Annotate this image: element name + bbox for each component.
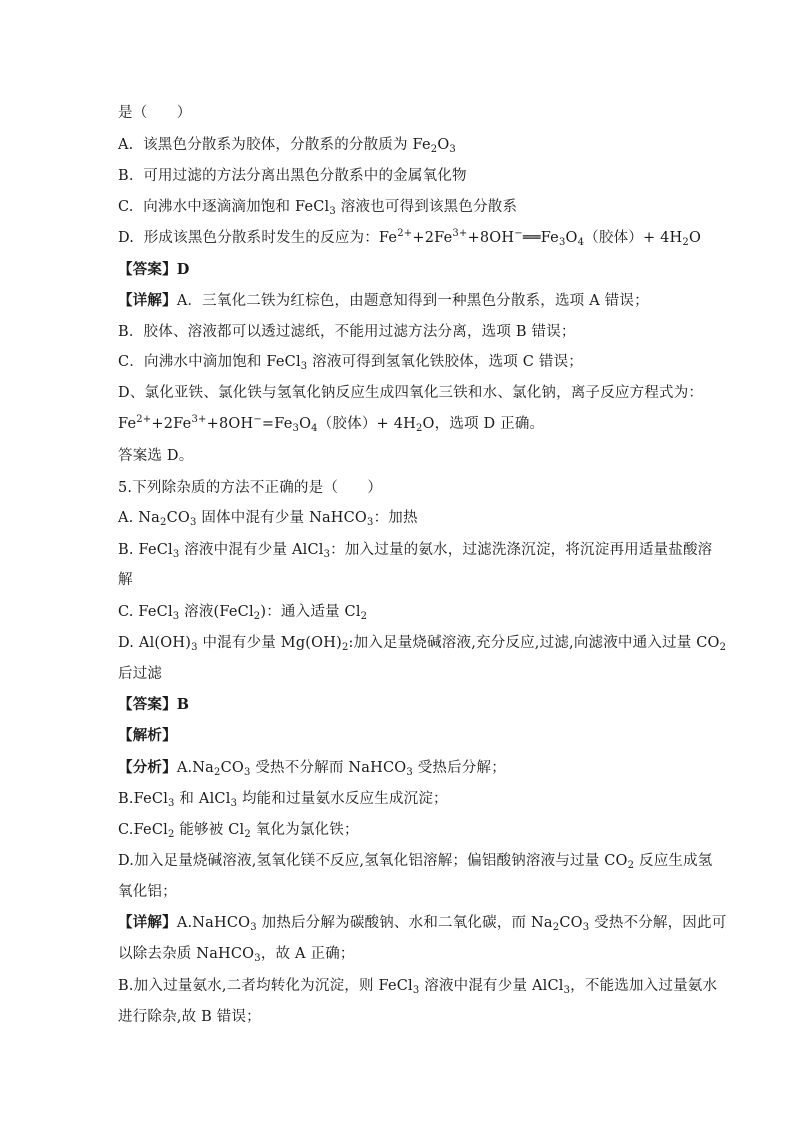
text-line: 是（ ）	[118, 105, 192, 121]
text-line: D. $Al(OH)_3$ 中混有少量 $Mg(OH)_2$:加入足量烧碱溶液,充分反应,过滤,向滤液中通入过量 $CO_2$	[118, 635, 727, 653]
text-line: C. 向沸水中逐滴滴加饱和 FeCl$_3$ 溶液也可得到该黑色分散系	[118, 199, 518, 217]
text-line: 氧化铝；	[118, 884, 177, 900]
text-line: 【答案】D	[118, 261, 190, 278]
text-line: C.FeCl$_2$ 能够被 $Cl_2$ 氧化为氯化铁；	[118, 822, 359, 840]
text-line: B. 可用过滤的方法分离出黑色分散系中的金属氧化物	[118, 168, 467, 184]
text-line: 以除去杂质 NaHCO$_3$，故 A 正确；	[118, 946, 355, 964]
text-line: 答案选 D。	[118, 448, 194, 464]
text-line: A. 该黑色分散系为胶体，分散系的分散质为 $Fe_2O_3$	[118, 137, 456, 155]
text-line: B.FeCl$_3$ 和 AlCl$_3$ 均能和过量氨水反应生成沉淀；	[118, 791, 448, 809]
text-line: B. FeCl$_3$ 溶液中混有少量 AlCl$_3$：加入过量的氨水，过滤洗涤沉淀，将沉淀再用适量盐酸溶	[118, 542, 713, 560]
text-line: 进行除杂,故 B 错误；	[118, 1009, 261, 1025]
text-line: 【分析】$A.Na_2CO_3$ 受热不分解而 NaHCO$_3$ 受热后分解；	[118, 759, 506, 778]
text-line: 【答案】B	[118, 696, 190, 713]
text-line: 解	[118, 572, 133, 588]
text-line: B．胶体、溶液都可以透过滤纸，不能用过滤方法分离，选项 B 错误；	[118, 324, 576, 340]
text-line: D、氯化亚铁、氯化铁与氢氧化钠反应生成四氧化三铁和水、氯化钠，离子反应方程式为：	[118, 385, 704, 401]
text-line: D.加入足量烧碱溶液,氢氧化镁不反应,氢氧化铝溶解；偏铝酸钠溶液与过量 $CO_2$ 反应生成氢	[118, 853, 713, 871]
text-line: 【详解】A．三氧化二铁为红棕色，由题意知得到一种黑色分散系，选项 A 错误；	[118, 292, 649, 309]
text-line: 后过滤	[118, 666, 163, 682]
text-line: B.加入过量氨水,二者均转化为沉淀，则 FeCl$_3$ 溶液中混有少量 AlCl$_3$，不能选加入过量氨水	[118, 978, 718, 996]
text-line: $Fe^{2+}+2Fe^{3+}+8OH^-=Fe_3O_4$（胶体）+ $4H_2O$，选项 D 正确。	[118, 414, 545, 434]
text-line: D. 形成该黑色分散系时发生的反应为：$Fe^{2+}+2Fe^{3+}+8OH^-══Fe_3O_4$（胶体）+ $4H_2O$	[118, 228, 702, 248]
text-line: C. FeCl$_3$ 溶液(FeCl$_2$)：通入适量 $Cl_2$	[118, 604, 368, 622]
text-line: 【解析】	[118, 727, 177, 744]
text-line: 5.下列除杂质的方法不正确的是（ ）	[118, 480, 383, 496]
text-line: C．向沸水中滴加饱和 FeCl$_3$ 溶液可得到氢氧化铁胶体，选项 C 错误；	[118, 354, 583, 372]
text-line: 【详解】A.NaHCO$_3$ 加热后分解为碳酸钠、水和二氧化碳，而 $Na_2CO_3$ 受热不分解，因此可	[118, 914, 727, 933]
text-line: A. $Na_2CO_3$ 固体中混有少量 NaHCO$_3$：加热	[118, 510, 418, 528]
